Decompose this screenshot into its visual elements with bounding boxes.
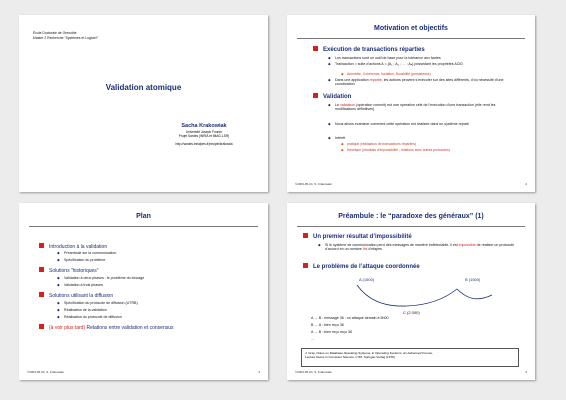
page-number: 3 [258,370,260,374]
reference-box [301,348,519,367]
bullet: ◆ Si le système de communication perd des messages de manière indétectable, il est impossible de réaliser un protocole d’accord en un nombre fini d’étapes [325,243,515,252]
project: Projet Sardes (INRIA et IMAG-LSR) [178,134,230,139]
bullet: ◆ Transaction = suite d’actions A = {A₁ ; A₂ ; … ; Aₙ} possédant les propriétés ACID [335,62,510,66]
message-line: A → B : bien reçu reçu 36 [311,330,352,334]
slide-title: Validation atomique [105,83,182,92]
reference-line-1: J. Gray, Notes on Database Operating Systems, in Operating Systems, An Advanced Course, [305,351,434,355]
affiliation [33,31,98,40]
plan-sub-item: ◆ Préambule sur la communication [64,251,239,255]
reference-line-2: Lecture Notes in Computer Science, n°60, Springer-Verlag (1978) [305,355,395,360]
red-square-bullet-icon [39,243,44,248]
slide-title: Motivation et objectifs [374,25,448,32]
section-heading: Le problème de l’attaque coordonnée [303,263,420,270]
sub-bullet: ◆ théorique (résultats d’impossibilité ; relations avec autres protocoles) [347,148,512,152]
slide-footer: ©2003-05-04, S. Krakowiak [27,370,64,374]
plan-sub-item: ◆ Réalisation de la validation [64,308,239,312]
affiliation-line-1: École Doctorale de Grenoble [33,31,77,35]
author-name: Sacha Krakowiak [181,123,227,129]
message-line: A → B : message 36 : on attaque demain à 5h00 [311,316,389,320]
red-square-bullet-icon [313,46,318,51]
army-c-label: C (2 000) [403,310,420,315]
bullet: ◆ Intérêt [335,136,510,140]
plan-sub-item: ◆ Réalisation du protocole de diffusion [64,315,239,319]
slide-footer: ©2003-05-04, S. Krakowiak [295,182,332,186]
page-number: 4 [525,370,527,374]
affiliation-line-2: Master 2 Recherche “Systèmes et Logiciel” [33,35,98,40]
university: Université Joseph Fourier [185,130,223,134]
plan-sub-item: ◆ Spécification du protocole de diffusion (UTRB) [64,301,239,305]
slide-title: Plan [136,213,151,220]
bullet: ◆ Dans une application répartie, les actions peuvent s’exécuter sur des sites différents, d’où nécessité d’une coordination [335,78,510,87]
sub-bullet: ◆ Atomicité, Cohérence, Isolation, Durabilité (persistence) [347,72,512,76]
plan-sub-item: ◆ Validation à trois phases [64,283,239,287]
slide-footer: ©2003-05-04, S. Krakowiak [295,370,332,374]
title-rule [29,226,258,227]
bullet: ◆ Nous allons examiner comment cette opération est réalisée dans un système réparti [335,122,510,126]
plan-item: Introduction à la validation [39,243,107,250]
section-heading: Validation [313,93,351,100]
section-heading: Exécution de transactions réparties [313,46,425,53]
bullet: ◆ Le validation (opération commit) est une opération célé de l’exécution d’une transaction (elle rend les modifications définitives) [335,103,510,112]
page-number: 2 [525,182,527,186]
slide-4 [287,203,535,380]
bullet: ◆ Les transactions sont un outil de base pour la tolérance aux fautes [335,56,510,60]
message-line: B → A : bien reçu 36 [311,323,344,327]
army-b-label: B (1500) [465,277,481,282]
slide-3 [19,203,268,380]
plan-sub-item: ◆ Spécification du problème [64,258,239,262]
valley-curve [357,285,492,306]
red-square-bullet-icon [39,292,44,297]
plan-item: Solutions “historiques” [39,267,98,274]
section-heading: Un premier résultat d’impossibilité [303,233,412,240]
title-rule [297,38,525,39]
author-url[interactable]: http://sardes.inrialpes.fr/people/krakowia [175,142,233,147]
author-block [154,122,254,147]
army-a-label: A (1500) [359,277,375,282]
plan-item: (à voir plus tard) Relations entre validation et consensus [39,324,174,331]
plan-item: Solutions utilisant la diffusion [39,292,113,299]
red-square-bullet-icon [39,324,44,329]
red-square-bullet-icon [39,267,44,272]
red-square-bullet-icon [313,93,318,98]
slide-2 [287,15,535,192]
ellipsis: ... [311,337,314,341]
slide-1 [19,15,268,192]
plan-sub-item: ◆ Validation à deux phases : le problème du blocage [64,276,239,280]
slide-title: Préambule : le “paradoxe des généraux” (1) [338,213,484,220]
sub-bullet: ◆ pratique (réalisation de transactions réparties) [347,142,512,146]
